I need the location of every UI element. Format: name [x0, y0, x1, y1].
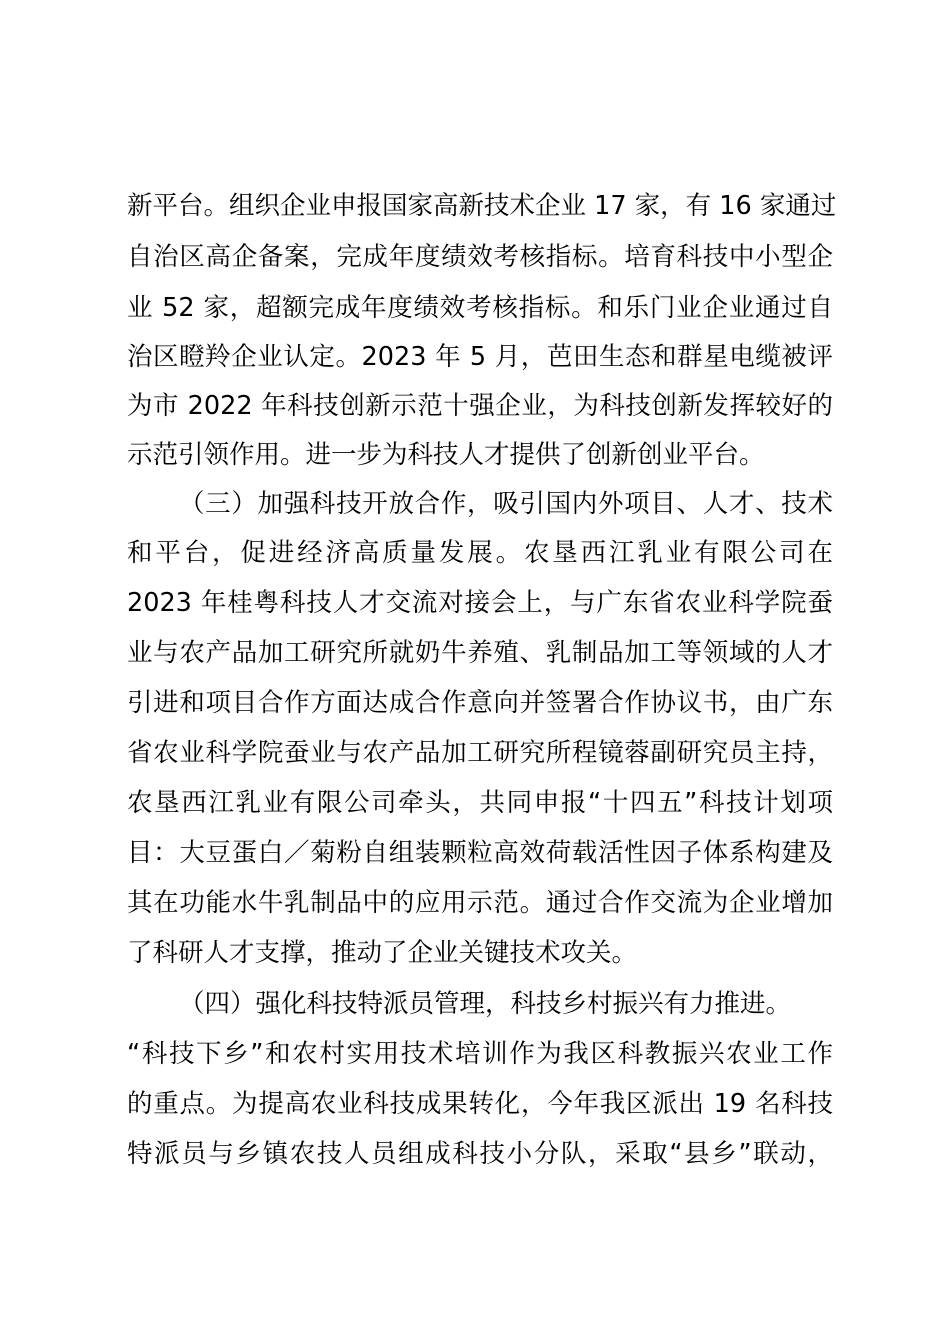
text-line: 2023 年桂粤科技人才交流对接会上，与广东省农业科学院蚕: [127, 588, 833, 618]
text-line: 农垦西江乳业有限公司牵头，共同申报“十四五”科技计划项: [127, 788, 833, 818]
section-heading-line: （三）加强科技开放合作，吸引国内外项目、人才、技术: [179, 489, 833, 519]
text-line: 特派员与乡镇农技人员组成科技小分队，采取“县乡”联动，: [127, 1139, 833, 1169]
text-line: 业 52 家，超额完成年度绩效考核指标。和乐门业企业通过自: [127, 293, 833, 323]
text-line: 和平台，促进经济高质量发展。农垦西江乳业有限公司在: [127, 538, 833, 568]
text-line: 治区瞪羚企业认定。2023 年 5 月，芭田生态和群星电缆被评: [127, 342, 833, 372]
section-heading-line: （四）强化科技特派员管理，科技乡村振兴有力推进。: [179, 989, 792, 1019]
text-line: “科技下乡”和农村实用技术培训作为我区科教振兴农业工作: [127, 1039, 833, 1069]
text-line: 其在功能水牛乳制品中的应用示范。通过合作交流为企业增加: [127, 888, 833, 918]
text-line: 引进和项目合作方面达成合作意向并签署合作协议书，由广东: [127, 688, 833, 718]
text-line: 了科研人才支撑，推动了企业关键技术攻关。: [127, 938, 638, 968]
text-line: 为市 2022 年科技创新示范十强企业，为科技创新发挥较好的: [127, 391, 833, 421]
text-line: 的重点。为提高农业科技成果转化，今年我区派出 19 名科技: [127, 1089, 833, 1119]
text-line: 自治区高企备案，完成年度绩效考核指标。培育科技中小型企: [127, 242, 833, 272]
text-line: 业与农产品加工研究所就奶牛养殖、乳制品加工等领域的人才: [127, 638, 833, 668]
text-line: 目：大豆蛋白／菊粉自组装颗粒高效荷载活性因子体系构建及: [127, 838, 833, 868]
text-line: 省农业科学院蚕业与农产品加工研究所程镜蓉副研究员主持，: [127, 738, 833, 768]
text-line: 新平台。组织企业申报国家高新技术企业 17 家，有 16 家通过: [127, 191, 837, 221]
text-line: 示范引领作用。进一步为科技人才提供了创新创业平台。: [127, 440, 765, 470]
